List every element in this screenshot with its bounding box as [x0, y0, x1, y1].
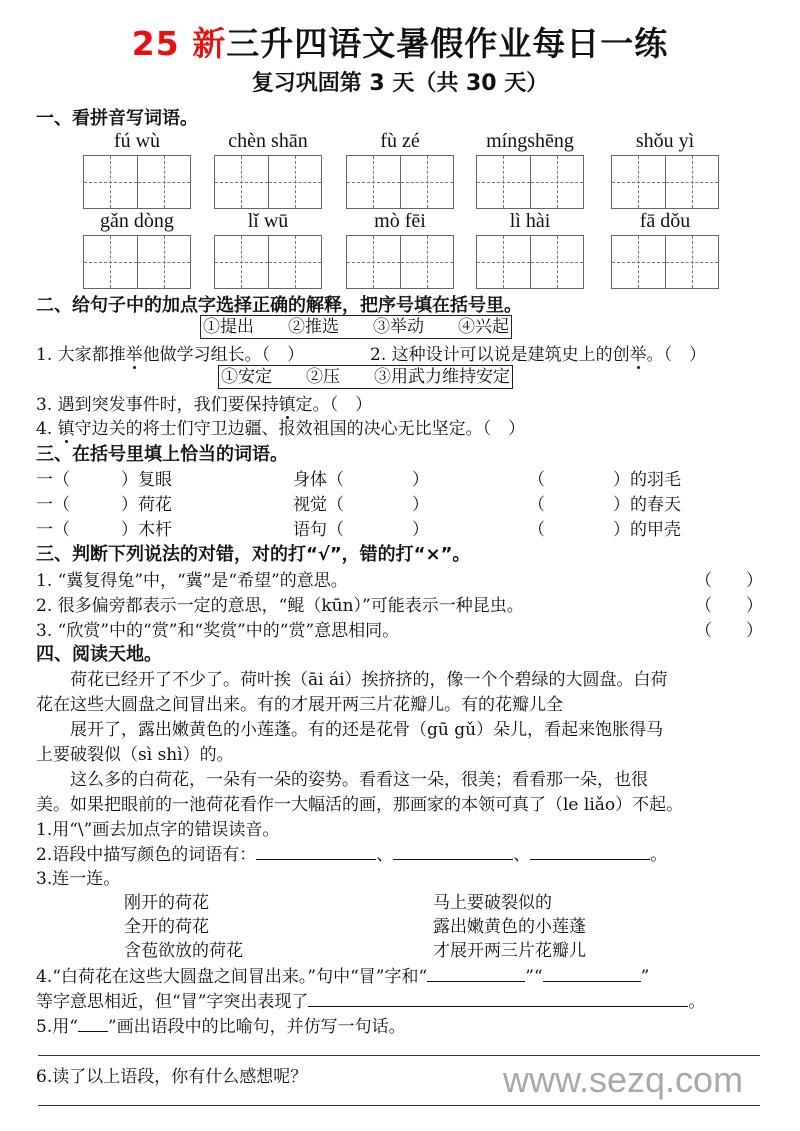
pinyin-6: gǎn dòng	[100, 210, 174, 232]
page-title	[0, 18, 800, 65]
answer-blank-4[interactable]	[427, 965, 525, 982]
option-1: ①提出	[203, 317, 254, 337]
writing-grid-5[interactable]	[611, 155, 719, 209]
section3-heading: 三、在括号里填上恰当的词语。	[36, 444, 288, 465]
pinyin-9: lì hài	[509, 210, 551, 232]
option-4: ④兴起	[458, 317, 509, 337]
writing-grid-2[interactable]	[214, 155, 322, 209]
underline-sample	[78, 1015, 108, 1032]
match-right-2[interactable]: 露出嫩黄色的小莲蓬	[433, 917, 586, 937]
question-2-4: 4. 镇守边关的将士们守卫边疆、报效祖国的决心无比坚定。（ ）	[36, 419, 526, 439]
passage-line-4: 上要破裂似（sì shì）的。	[36, 745, 234, 765]
judge-item-3: 3. “欣赏”中的“赏”和“奖赏”中的“赏”意思相同。	[36, 621, 400, 641]
option-2: ②推选	[288, 317, 339, 337]
pinyin-7: lǐ wū	[247, 210, 289, 232]
answer-line-6[interactable]	[38, 1105, 760, 1106]
emphasis-char: 举	[629, 345, 647, 365]
writing-grid-6[interactable]	[83, 235, 191, 289]
answer-bracket-2[interactable]: （ ）	[695, 596, 763, 616]
pinyin-5: shǒu yì	[635, 130, 695, 152]
passage-line-5: 这么多的白荷花，一朵有一朵的姿势。看看这一朵，很美；看看那一朵，也很	[36, 770, 648, 790]
options-box-2	[218, 365, 513, 389]
question-2-2: 2. 这种设计可以说是建筑史上的创举。（ ）	[370, 345, 707, 365]
judge-item-2: 2. 很多偏旁都表示一定的意思，“鲲（kūn）”可能表示一种昆虫。	[36, 596, 524, 616]
reading-question-4-cont: 等字意思相近，但“冒”字突出表现了 。	[36, 992, 706, 1012]
reading-question-3: 3.连一连。	[36, 869, 121, 889]
pinyin-10: fā dǒu	[639, 210, 691, 232]
judge-item-1: 1. “冀复得兔”中，“冀”是“希望”的意思。	[36, 571, 348, 591]
option-1: ①安定	[221, 367, 272, 387]
passage-line-3: 展开了，露出嫩黄色的小莲蓬。有的还是花骨（gū gǔ）朵儿，看起来饱胀得马	[36, 720, 664, 740]
pinyin-4: míngshēng	[486, 130, 574, 152]
match-right-1[interactable]: 马上要破裂似的	[433, 893, 552, 913]
fill-2-3: 语句（ ）	[293, 520, 429, 540]
answer-blank-1[interactable]	[256, 843, 376, 860]
answer-line-5[interactable]	[38, 1055, 760, 1056]
fill-3-1: （ ）的羽毛	[528, 470, 681, 490]
section1-heading: 一、看拼音写词语。	[36, 108, 198, 129]
answer-bracket-3[interactable]: （ ）	[695, 621, 763, 641]
reading-question-5: 5.用“ ”画出语段中的比喻句，并仿写一句话。	[36, 1017, 406, 1037]
match-left-2[interactable]: 全开的荷花	[124, 917, 209, 937]
question-2-1: 1. 大家都推举他做学习组长。（ ）	[36, 345, 305, 365]
title-highlight: 25 新	[131, 24, 227, 63]
writing-grid-10[interactable]	[611, 235, 719, 289]
emphasis-char: 举	[125, 345, 143, 365]
pinyin-2: chèn shān	[228, 130, 308, 152]
passage-line-1: 荷花已经开了不少了。荷叶挨（āi ái）挨挤挤的，像一个个碧绿的大圆盘。白荷	[36, 670, 668, 690]
watermark: www.sezq.com	[503, 1059, 744, 1100]
section4-heading: 三、判断下列说法的对错，对的打“√”，错的打“×”。	[36, 544, 471, 565]
pinyin-8: mò fēi	[374, 210, 426, 232]
section5-heading: 四、阅读天地。	[36, 644, 162, 665]
passage-line-2: 花在这些大圆盘之间冒出来。有的才展开两三片花瓣儿。有的花瓣儿全	[36, 695, 563, 715]
title-main: 三升四语文暑假作业每日一练	[226, 24, 669, 63]
answer-blank-5[interactable]	[543, 965, 641, 982]
fill-1-2: 一（ ）荷花	[36, 495, 172, 515]
fill-1-1: 一（ ）复眼	[36, 470, 172, 490]
match-left-3[interactable]: 含苞欲放的荷花	[124, 941, 243, 961]
fill-1-3: 一（ ）木杆	[36, 520, 172, 540]
answer-blank-3[interactable]	[530, 843, 650, 860]
writing-grid-3[interactable]	[346, 155, 454, 209]
match-right-3[interactable]: 才展开两三片花瓣儿	[433, 941, 586, 961]
writing-grid-7[interactable]	[214, 235, 322, 289]
fill-2-1: 身体（ ）	[293, 470, 429, 490]
answer-bracket-1[interactable]: （ ）	[695, 571, 763, 591]
options-box-1	[200, 315, 512, 339]
writing-grid-1[interactable]	[83, 155, 191, 209]
emphasis-char: 镇	[57, 419, 75, 439]
option-3: ③用武力维持安定	[374, 367, 510, 387]
option-3: ③举动	[373, 317, 424, 337]
passage-line-6: 美。如果把眼前的一池荷花看作一大幅活的画，那画家的本领可真了（le liǎo）不起。	[36, 795, 684, 815]
writing-grid-9[interactable]	[476, 235, 584, 289]
match-left-1[interactable]: 刚开的荷花	[124, 893, 209, 913]
section2-heading: 二、给句子中的加点字选择正确的解释，把序号填在括号里。	[36, 295, 522, 316]
reading-question-6: 6.读了以上语段，你有什么感想呢？	[36, 1067, 308, 1087]
page-subtitle: 复习巩固第 3 天（共 30 天）	[251, 71, 549, 96]
answer-blank-6[interactable]	[308, 990, 688, 1007]
fill-3-2: （ ）的春天	[528, 495, 681, 515]
reading-question-4: 4.“白荷花在这些大圆盘之间冒出来。”句中“冒”字和“ ”“ ”	[36, 967, 650, 987]
fill-2-2: 视觉（ ）	[293, 495, 429, 515]
emphasis-char: 镇	[278, 395, 296, 415]
fill-3-3: （ ）的甲壳	[528, 520, 681, 540]
question-2-3: 3. 遇到突发事件时，我们要保持镇定。（ ）	[36, 395, 373, 415]
option-2: ②压	[306, 367, 340, 387]
pinyin-1: fú wù	[113, 130, 161, 152]
writing-grid-8[interactable]	[346, 235, 454, 289]
reading-question-2: 2.语段中描写颜色的词语有： 、 、 。	[36, 845, 668, 865]
pinyin-3: fù zé	[380, 130, 420, 152]
answer-blank-2[interactable]	[393, 843, 513, 860]
reading-question-1: 1.用“\”画去加点字的错误读音。	[36, 820, 280, 840]
writing-grid-4[interactable]	[476, 155, 584, 209]
